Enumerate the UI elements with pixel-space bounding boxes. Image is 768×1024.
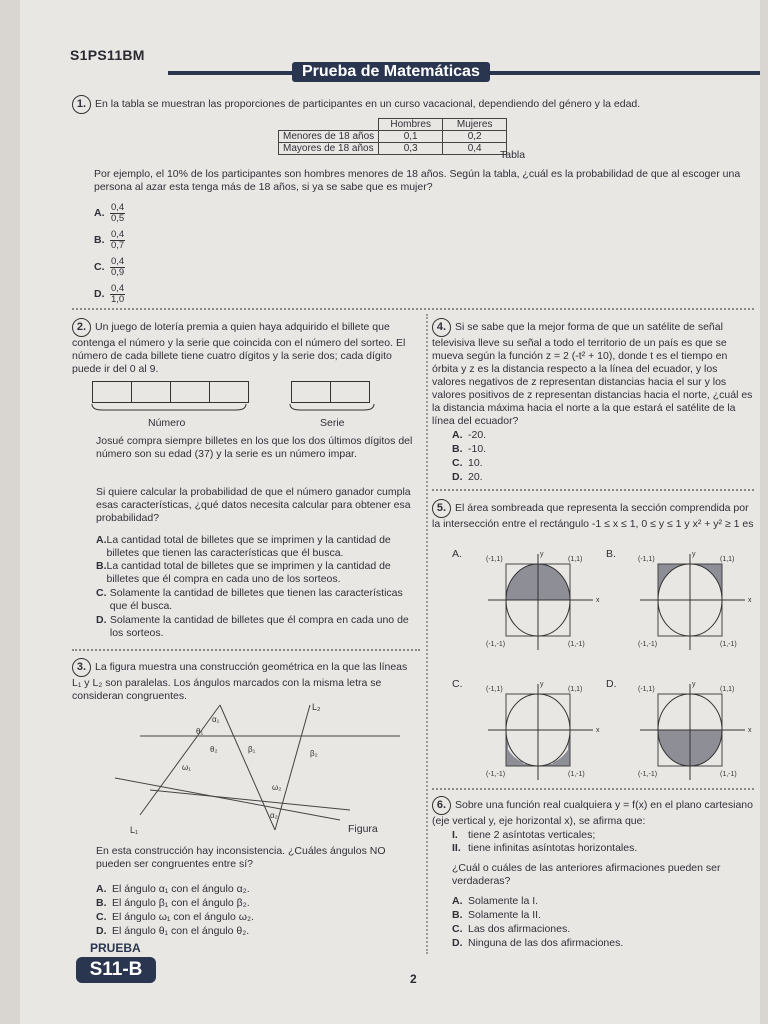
angle-label: ω₁: [182, 763, 191, 772]
q1-table: [278, 118, 507, 155]
q4-stem: 4. Si se sabe que la mejor forma de que un satélite de señal televisiva lleve su señal a todo el territorio de un país es que se mueva según la función z = 2 (-t² + 10), donde t es el tiempo en órbita y z es la distancia respecto a la línea del ecuador, y los valores negativos de z representan distancias hacia el sur y los valores positivos de z representan distancias hacia el norte, ¿cuál es la distancia máxima hacia el norte a la que estará el satélite de la línea del ecuador?: [432, 318, 754, 428]
svg-text:(1,-1): (1,-1): [720, 641, 737, 648]
ticket-number-boxes: [93, 381, 249, 403]
q1-option-d[interactable]: D. $\frac{0,4}{1,0}$: [94, 283, 125, 305]
q2-option-c[interactable]: C. Solamente la cantidad de billetes que tienen las características que él busca.: [96, 587, 403, 612]
table-row-label: Mayores de 18 años: [279, 143, 379, 155]
svg-text:y: y: [540, 681, 544, 688]
exam-page: [20, 0, 760, 1024]
q3-question: En esta construcción hay inconsistencia. ¿Cuáles ángulos NO pueden ser congruentes entre sí?: [96, 845, 386, 870]
svg-text:(-1,1): (-1,1): [638, 556, 655, 563]
q6-question: ¿Cuál o cuáles de las anteriores afirmaciones pueden ser verdaderas?: [452, 862, 721, 887]
q2-number: 2.: [72, 318, 91, 337]
angle-label: θ₂: [210, 745, 218, 754]
q3-option-c[interactable]: C. El ángulo ω₁ con el ángulo ω₂.: [96, 911, 254, 923]
q4-option-a[interactable]: A. -20.: [452, 429, 487, 441]
q4-option-d[interactable]: D. 20.: [452, 471, 483, 483]
svg-text:(1,-1): (1,-1): [720, 771, 737, 778]
q3-option-a[interactable]: A. El ángulo α₁ con el ángulo α₂.: [96, 883, 250, 895]
figure-caption: Figura: [348, 823, 378, 835]
q5-option-a[interactable]: A.: [452, 548, 462, 560]
q5-graph-b: [620, 546, 760, 656]
q1-number: 1.: [72, 95, 91, 114]
page-number: 2: [410, 972, 417, 986]
q5-graph-d: [620, 676, 760, 786]
q1-question: Por ejemplo, el 10% de los participantes son hombres menores de 18 años. Según la tabla, ¿cuál es la probabilidad de que al escoger una persona al azar esta tenga más de 18 años, si ya se sabe que es mujer?: [94, 168, 741, 193]
q4-option-c[interactable]: C. 10.: [452, 457, 483, 469]
table-row: [279, 131, 507, 143]
table-cell: 0,3: [379, 143, 443, 155]
svg-text:(-1,1): (-1,1): [486, 686, 503, 693]
q1-stem-text: En la tabla se muestran las proporciones de participantes en un curso vacacional, dependiendo del género y la edad.: [95, 98, 641, 110]
q3-option-b[interactable]: B. El ángulo β₁ con el ángulo β₂.: [96, 897, 250, 909]
table-row: [279, 143, 507, 155]
svg-text:(-1,1): (-1,1): [486, 556, 503, 563]
q1-stem: [72, 95, 742, 114]
section-divider: [72, 649, 420, 651]
q2-option-a[interactable]: A. La cantidad total de billetes que se imprimen y la cantidad de billetes que tienen las características que él busca.: [96, 534, 391, 559]
q3-number: 3.: [72, 658, 91, 677]
table-header-men: Hombres: [379, 119, 443, 131]
svg-text:(1,1): (1,1): [568, 556, 583, 563]
q5-graph-c: [468, 676, 608, 786]
section-divider: [432, 489, 754, 491]
fraction: $\frac{0,4}{0,9}$: [111, 256, 125, 278]
svg-text:x: x: [596, 727, 600, 734]
svg-text:(-1,-1): (-1,-1): [638, 771, 658, 778]
q1-table-wrap: [278, 118, 507, 155]
svg-text:x: x: [748, 727, 752, 734]
q5-option-b[interactable]: B.: [606, 548, 616, 560]
svg-text:(1,1): (1,1): [720, 556, 735, 563]
svg-text:(-1,-1): (-1,-1): [486, 641, 506, 648]
table-cell: 0,1: [379, 131, 443, 143]
svg-text:(-1,1): (-1,1): [638, 686, 655, 693]
label-series: Serie: [320, 417, 345, 429]
fraction: $\frac{0,4}{1,0}$: [111, 283, 125, 305]
q4-number: 4.: [432, 318, 451, 337]
table-cell: 0,4: [443, 143, 507, 155]
svg-text:(1,1): (1,1): [720, 686, 735, 693]
section-divider: [432, 788, 754, 790]
q2-stem: 2. Un juego de lotería premia a quien haya adquirido el billete que contenga el número y la serie que coincida con el número del sorteo. El número de cada billete tiene cuatro dígitos y la serie dos; cada dígito puede ir del 0 al 9.: [72, 318, 417, 376]
ticket-series-boxes: [292, 381, 370, 403]
angle-label: β₂: [310, 749, 318, 758]
q6-stem: 6. Sobre una función real cualquiera y = f(x) en el plano cartesiano (eje vertical y, eje horizontal x), se afirma que:: [432, 796, 754, 828]
svg-text:x: x: [748, 597, 752, 604]
table-row-label: Menores de 18 años: [279, 131, 379, 143]
q4-option-b[interactable]: B. -10.: [452, 443, 487, 455]
q5-option-d[interactable]: D.: [606, 678, 617, 690]
q5-stem: 5. El área sombreada que representa la sección comprendida por la intersección entre el rectángulo -1 ≤ x ≤ 1, 0 ≤ y ≤ 1 y x² + y² ≥ 1 es: [432, 499, 754, 531]
q6-statement-1: I. tiene 2 asíntotas verticales;: [452, 829, 596, 841]
svg-text:y: y: [692, 681, 696, 688]
q2-option-b[interactable]: B. La cantidad total de billetes que se imprimen y la cantidad de billetes que él compra en cada uno de los sorteos.: [96, 560, 391, 585]
angle-label: ω₂: [272, 783, 282, 792]
q5-number: 5.: [432, 499, 451, 518]
q6-statement-2: II. tiene infinitas asíntotas horizontales.: [452, 842, 638, 854]
label-L2: L₂: [312, 702, 321, 712]
footer-label: PRUEBA: [90, 941, 141, 955]
angle-label: α₁: [212, 715, 220, 724]
q2-paragraph-1: Josué compra siempre billetes en los que los dos últimos dígitos del número son su edad (37) y la serie es un número impar.: [96, 435, 413, 460]
q2-paragraph-2: Si quiere calcular la probabilidad de que el número ganador cumpla esas características, ¿qué datos necesita calcular para obtener esa probabilidad?: [96, 486, 411, 524]
svg-text:y: y: [692, 551, 696, 558]
page-title: Prueba de Matemáticas: [292, 62, 490, 82]
q3-stem: 3. La figura muestra una construcción geométrica en la que las líneas L₁ y L₂ son paralelas. Los ángulos marcados con la misma letra se consideran congruentes.: [72, 658, 417, 703]
q1-option-c[interactable]: C. $\frac{0,4}{0,9}$: [94, 256, 125, 278]
footer-code-badge: S11-B: [76, 957, 156, 983]
section-divider: [72, 308, 754, 310]
q1-option-b[interactable]: B. $\frac{0,4}{0,7}$: [94, 229, 125, 251]
bracket-lines: [90, 402, 420, 416]
table-caption: Tabla: [500, 149, 526, 161]
svg-text:x: x: [596, 597, 600, 604]
svg-text:(1,-1): (1,-1): [568, 771, 585, 778]
q2-option-d[interactable]: D. Solamente la cantidad de billetes que él compra en cada uno de los sorteos.: [96, 614, 409, 639]
table-header-women: Mujeres: [443, 119, 507, 131]
geometry-figure: [100, 700, 410, 840]
svg-text:(1,-1): (1,-1): [568, 641, 585, 648]
table-cell: 0,2: [443, 131, 507, 143]
q6-option-c[interactable]: C. Las dos afirmaciones.: [452, 923, 571, 935]
fraction: $\frac{0,4}{0,7}$: [111, 229, 125, 251]
q5-option-c[interactable]: C.: [452, 678, 463, 690]
q3-option-d[interactable]: D. El ángulo θ₁ con el ángulo θ₂.: [96, 925, 250, 937]
angle-label: θ₁: [196, 727, 204, 736]
label-L1: L₁: [130, 825, 139, 835]
fraction: $\frac{0,4}{0,5}$: [111, 202, 125, 224]
q6-option-d[interactable]: D. Ninguna de las dos afirmaciones.: [452, 937, 624, 949]
svg-text:(-1,-1): (-1,-1): [638, 641, 658, 648]
q6-number: 6.: [432, 796, 451, 815]
q5-graph-a: [468, 546, 608, 656]
q6-option-a[interactable]: A. Solamente la I.: [452, 895, 539, 907]
angle-label: α₂: [270, 811, 278, 820]
column-divider: [426, 314, 428, 954]
svg-text:(-1,-1): (-1,-1): [486, 771, 506, 778]
q1-option-a[interactable]: A. $\frac{0,4}{0,5}$: [94, 202, 125, 224]
svg-text:y: y: [540, 551, 544, 558]
svg-text:(1,1): (1,1): [568, 686, 583, 693]
label-number: Número: [148, 417, 186, 429]
angle-label: β₁: [248, 745, 256, 754]
q6-option-b[interactable]: B. Solamente la II.: [452, 909, 541, 921]
exam-code: S1PS11BM: [70, 47, 145, 63]
